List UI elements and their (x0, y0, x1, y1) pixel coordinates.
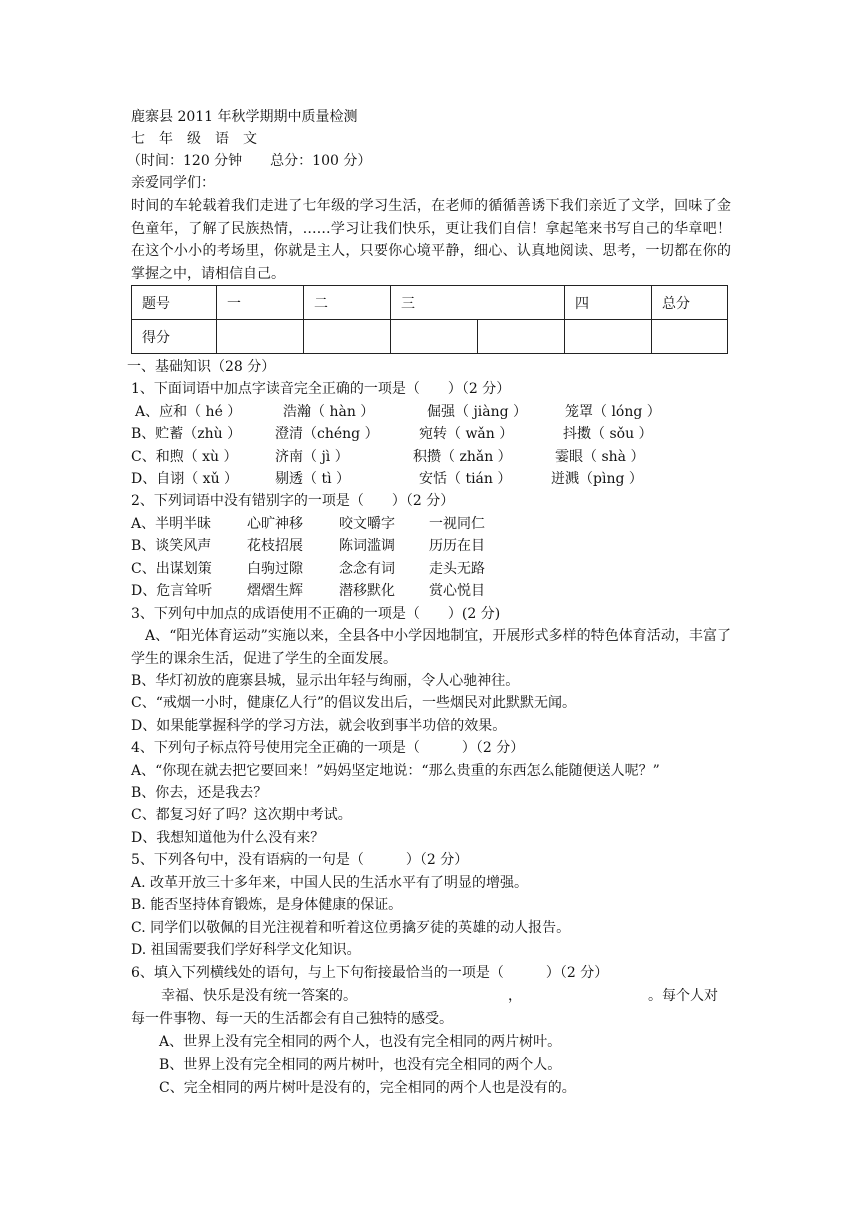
section-title: 一、基础知识（28 分） (127, 359, 276, 375)
score-cell: 三 (391, 286, 565, 320)
q3-option-b: B、华灯初放的鹿寨县城，显示出年轻与绚丽，令人心驰神往。 (131, 673, 520, 689)
q2-option-c: C、出谋划策 白驹过隙 念念有词 走头无路 (131, 561, 485, 577)
exam-title: 鹿寨县 2011 年秋学期期中质量检测 (131, 109, 358, 125)
q3-option-a: A、“阳光体育运动”实施以来，全县各中小学因地制宜，开展形式多样的特色体育活动，丰富了学生的课余生活，促进了学生的全面发展。 (131, 628, 731, 667)
score-cell: 二 (304, 286, 391, 320)
q3-option-c: C、“戒烟一小时，健康亿人行”的倡议发出后，一些烟民对此默默无闻。 (131, 695, 577, 711)
question-4-stem: 4、下列句子标点符号使用完全正确的一项是（ ）（2 分） (131, 740, 525, 756)
question-6-stem: 6、填入下列横线处的语句，与上下句衔接最恰当的一项是（ ）（2 分） (131, 965, 609, 981)
score-table (131, 285, 728, 354)
q6-option-b: B、世界上没有完全相同的两片树叶，也没有完全相同的两个人。 (159, 1057, 562, 1073)
q2-option-a: A、半明半昧 心旷神移 咬文嚼字 一视同仁 (131, 516, 485, 532)
score-cell: 题号 (132, 286, 217, 320)
q6-text-comma: ， (508, 988, 522, 1004)
score-cell: 得分 (132, 320, 217, 354)
score-blank-cell[interactable] (304, 320, 391, 354)
exam-subject: 七 年 级 语 文 (131, 131, 257, 147)
q1-option-d: D、自诩（ xǔ ） 剔透（ tì ） 安恬（ tián ） 迸溅（pìng ） (131, 471, 643, 487)
q5-option-d: D. 祖国需要我们学好科学文化知识。 (131, 942, 361, 958)
score-blank-cell[interactable] (217, 320, 304, 354)
q6-option-a: A、世界上没有完全相同的两个人，也没有完全相同的两片树叶。 (159, 1034, 562, 1050)
q4-option-a: A、“你现在就去把它要回来！”妈妈坚定地说：“那么贵重的东西怎么能随便送人呢？” (131, 763, 660, 779)
q4-option-c: C、都复习好了吗？这次期中考试。 (131, 807, 352, 823)
q6-text-end: 。每个人对 (648, 988, 718, 1004)
question-2-stem: 2、下列词语中没有错别字的一项是（ ）（2 分） (131, 493, 455, 509)
intro-paragraph: 时间的车轮载着我们走进了七年级的学习生活，在老师的循循善诱下我们亲近了文学，回味了金色童年，了解了民族热情，……学习让我们快乐，更让我们自信！拿起笔来书写自己的华章吧！在这个小小的考场里，你就是主人，只要你心境平静，细心、认真地阅读、思考，一切都在你的掌握之中，请相信自己。 (131, 198, 731, 282)
question-5-stem: 5、下列各句中，没有语病的一句是（ ）（2 分） (131, 852, 469, 868)
q6-option-c: C、完全相同的两片树叶是没有的，完全相同的两个人也是没有的。 (159, 1080, 576, 1096)
q5-option-c: C. 同学们以敬佩的目光注视着和听着这位勇擒歹徒的英雄的动人报告。 (131, 920, 571, 936)
q4-option-b: B、你去，还是我去？ (131, 785, 268, 801)
q3-option-d: D、如果能掌握科学的学习方法，就会收到事半功倍的效果。 (131, 718, 507, 734)
score-cell: 四 (565, 286, 652, 320)
score-cell: 总分 (652, 286, 728, 320)
q1-option-b: B、贮蓄（zhù ） 澄清（chéng ） 宛转（ wǎn ） 抖擞（ sǒu ） (131, 426, 653, 442)
q1-option-a: A、应和（ hé ） 浩瀚（ hàn ） 倔强（ jiàng ） 笼罩（ lóng ） (135, 404, 661, 420)
score-table-header-row (132, 286, 728, 320)
q1-option-c: C、和煦（ xù ） 济南（ jì ） 积攒（ zhǎn ） 霎眼（ shà ） (131, 449, 645, 465)
q2-option-d: D、危言耸听 熠熠生辉 潜移默化 赏心悦目 (131, 583, 485, 599)
score-blank-cell[interactable] (478, 320, 565, 354)
score-blank-cell[interactable] (565, 320, 652, 354)
q6-text-start: 幸福、快乐是没有统一答案的。 (161, 988, 357, 1004)
question-3-stem: 3、下列句中加点的成语使用不正确的一项是（ ）(2 分) (131, 606, 501, 622)
greeting: 亲爱同学们： (131, 175, 215, 191)
score-table-score-row (132, 320, 728, 354)
score-cell: 一 (217, 286, 304, 320)
q5-option-b: B. 能否坚持体育锻炼，是身体健康的保证。 (131, 897, 403, 913)
question-1-stem: 1、下面词语中加点字读音完全正确的一项是（ ）（2 分） (131, 381, 511, 397)
score-blank-cell[interactable] (652, 320, 728, 354)
q4-option-d: D、我想知道他为什么没有来？ (131, 830, 325, 846)
q2-option-b: B、谈笑风声 花枝招展 陈词滥调 历历在目 (131, 538, 485, 554)
q6-text-line2: 每一件事物、每一天的生活都会有自己独特的感受。 (131, 1011, 453, 1027)
exam-time-info: （时间：120 分钟 总分：100 分） (127, 153, 372, 169)
q5-option-a: A. 改革开放三十多年来，中国人民的生活水平有了明显的增强。 (131, 875, 529, 891)
score-blank-cell[interactable] (391, 320, 478, 354)
